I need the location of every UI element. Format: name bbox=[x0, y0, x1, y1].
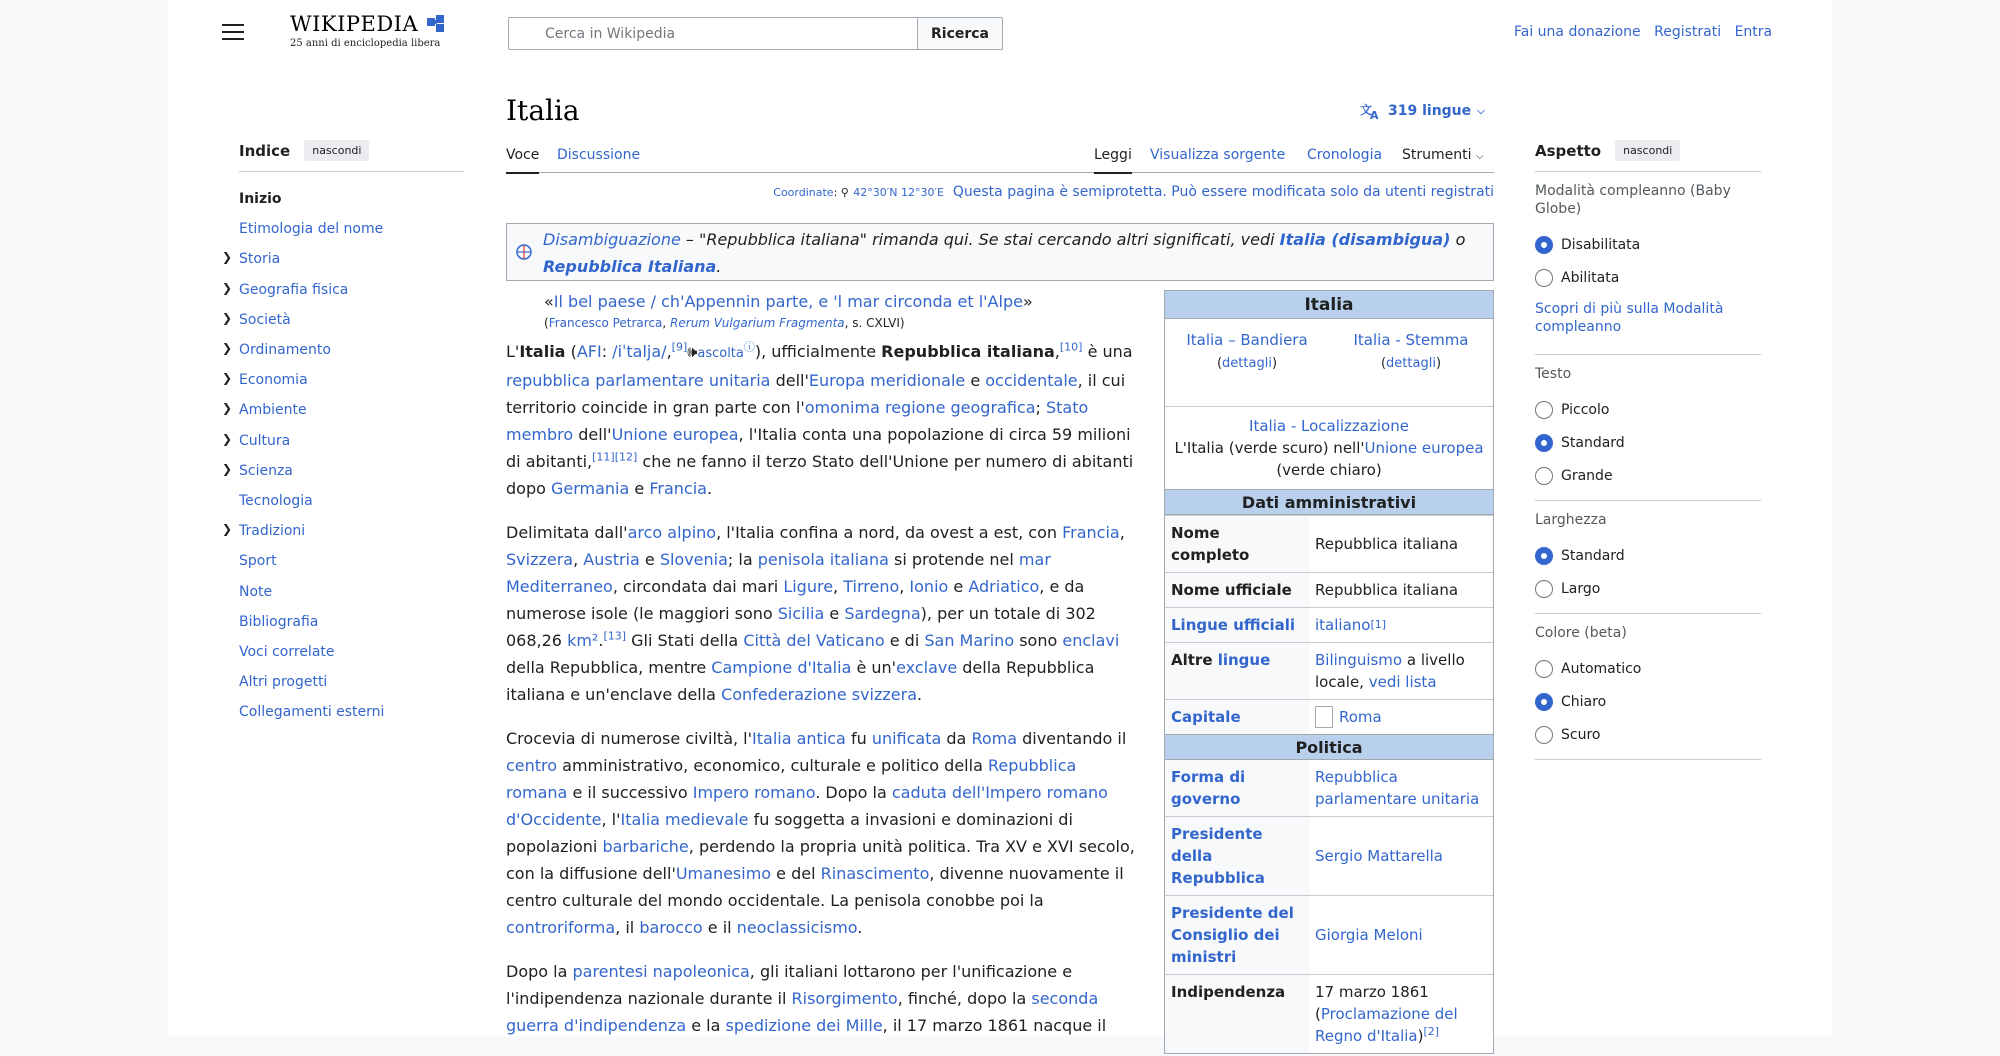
italia-disambigua-link[interactable]: Italia (disambigua) bbox=[1279, 230, 1451, 249]
radio-button[interactable] bbox=[1535, 693, 1553, 711]
image-thumbnail-icon[interactable] bbox=[1315, 706, 1333, 728]
disambiguation-hatnote bbox=[506, 223, 1494, 281]
toc-item-label: Bibliografia bbox=[239, 613, 319, 630]
toc-item[interactable] bbox=[239, 184, 464, 214]
infobox-label-link[interactable]: Presidente del Consiglio dei ministri bbox=[1165, 896, 1309, 974]
tab-visualizza-sorgente[interactable]: Visualizza sorgente bbox=[1150, 147, 1286, 163]
radio-option[interactable] bbox=[1535, 718, 1761, 751]
radio-button[interactable] bbox=[1535, 580, 1553, 598]
search-button[interactable]: Ricerca bbox=[918, 17, 1003, 50]
toc-item-label: Inizio bbox=[239, 191, 282, 208]
tab-discussione[interactable]: Discussione bbox=[557, 147, 641, 163]
toc-item[interactable] bbox=[239, 667, 464, 697]
color-group bbox=[1535, 624, 1761, 760]
article-body bbox=[506, 290, 1140, 1056]
quote-loc: , s. CXLVI) bbox=[844, 316, 905, 330]
roma-link[interactable]: Roma bbox=[1339, 708, 1382, 726]
translate-icon bbox=[1360, 102, 1380, 120]
link[interactable]: repubblica parlamentare unitaria bbox=[506, 371, 771, 390]
coordinates-label[interactable]: Coordinate bbox=[773, 186, 834, 199]
mattarella-link[interactable]: Sergio Mattarella bbox=[1315, 847, 1443, 865]
hatnote-or: o bbox=[1450, 230, 1466, 249]
infobox-title: Italia bbox=[1165, 291, 1493, 319]
logo-tagline: 25 anni di enciclopedia libera bbox=[290, 38, 441, 49]
chevron-right-icon[interactable]: ❯ bbox=[222, 371, 233, 386]
coordinates-bar: Coordinate: ⚲ 42°30′N 12°30′E Questa pagina è semiprotetta. Può essere modificata solo da utenti registrati bbox=[773, 184, 1494, 200]
link[interactable]: Città del Vaticano bbox=[743, 631, 885, 650]
tab-cronologia[interactable]: Cronologia bbox=[1307, 147, 1383, 163]
page-title: Italia bbox=[506, 94, 580, 127]
radio-label: Standard bbox=[1561, 434, 1625, 451]
infobox-row bbox=[1165, 699, 1493, 734]
infobox-value: a livello locale, bbox=[1315, 651, 1465, 691]
chevron-down-icon: ⌵ bbox=[1477, 105, 1485, 117]
toc-item-label: Voci correlate bbox=[239, 643, 335, 660]
radio-option[interactable] bbox=[1535, 393, 1761, 426]
toc-item-label: Tradizioni bbox=[239, 523, 306, 540]
infobox-label-link[interactable]: Lingue ufficiali bbox=[1165, 608, 1309, 642]
infobox-section-admin: Dati amministrativi bbox=[1165, 489, 1493, 515]
vedi-lista-link[interactable]: vedi lista bbox=[1368, 673, 1437, 691]
infobox-label-link[interactable]: Forma di governo bbox=[1165, 760, 1309, 816]
svg-text:文: 文 bbox=[1360, 103, 1373, 117]
link[interactable]: Unione europea bbox=[611, 425, 739, 444]
toc-item[interactable] bbox=[222, 456, 464, 486]
tab-leggi[interactable]: Leggi bbox=[1094, 147, 1132, 174]
quote-link[interactable]: Il bel paese / ch'Appennin parte, e 'l mar circonda et l'Alpe bbox=[553, 292, 1023, 311]
link[interactable]: Austria bbox=[583, 550, 640, 569]
bilinguismo-link[interactable]: Bilinguismo bbox=[1315, 651, 1403, 669]
hatnote-text: – "Repubblica italiana" rimanda qui. Se stai cercando altri significati, vedi bbox=[680, 230, 1280, 249]
toc-hide-button[interactable]: nascondi bbox=[304, 140, 369, 161]
toc-item-label: Economia bbox=[239, 372, 308, 389]
link[interactable]: Ionio bbox=[909, 577, 949, 596]
chevron-right-icon[interactable]: ❯ bbox=[222, 522, 233, 537]
radio-option[interactable] bbox=[1535, 685, 1761, 718]
infobox-row bbox=[1165, 572, 1493, 607]
toc-list bbox=[222, 184, 464, 727]
toc-item-label: Collegamenti esterni bbox=[239, 704, 385, 721]
chevron-right-icon[interactable]: ❯ bbox=[222, 340, 233, 355]
infobox-row: Indipendenza 17 marzo 1861 (Proclamazione del Regno d'Italia)[2] bbox=[1165, 974, 1493, 1053]
link[interactable]: unificata bbox=[871, 729, 942, 748]
toc-item[interactable] bbox=[222, 244, 464, 274]
infobox-label: Nome completo bbox=[1165, 516, 1309, 572]
link[interactable]: enclavi bbox=[1062, 631, 1120, 650]
table-of-contents bbox=[222, 140, 464, 727]
link[interactable]: exclave bbox=[896, 658, 958, 677]
radio-option[interactable] bbox=[1535, 539, 1761, 572]
link[interactable]: Sardegna bbox=[844, 604, 921, 623]
link[interactable]: San Marino bbox=[924, 631, 1015, 650]
register-link[interactable]: Registrati bbox=[1654, 24, 1722, 40]
reference-link[interactable]: [12] bbox=[614, 450, 638, 464]
toc-item-label: Etimologia del nome bbox=[239, 221, 384, 238]
link[interactable]: Svizzera bbox=[506, 550, 574, 569]
birthday-mode-label: Modalità compleanno (Baby Globe) bbox=[1535, 183, 1731, 217]
radio-button[interactable] bbox=[1535, 467, 1553, 485]
puzzle-globe-icon bbox=[425, 12, 447, 34]
toc-item-label: Ambiente bbox=[239, 402, 307, 419]
coordinates-value[interactable]: 42°30′N 12°30′E bbox=[853, 186, 944, 199]
link[interactable]: centro bbox=[506, 756, 558, 775]
link[interactable]: barocco bbox=[639, 918, 703, 937]
toc-item[interactable] bbox=[222, 395, 464, 425]
paragraph: Crocevia di numerose civiltà, l'Italia antica fu unificata da Roma diventando il centro amministrativo, economico, culturale e politico della Repubblica romana e il successivo Impero romano. Dopo la caduta dell'Impero romano d'Occidente, l'Italia medievale fu soggetta a invasioni e dominazioni di popolazioni barbariche, perdendo la propria unità politica. Tra XV e XVI secolo, con la diffusione dell'Umanesimo e del Rinascimento, divenne nuovamente il centro culturale del mondo occidentale. La penisola conobbe poi la controriforma, il barocco e il neoclassicismo. bbox=[506, 729, 1135, 937]
link[interactable]: Roma bbox=[971, 729, 1018, 748]
link[interactable]: penisola italiana bbox=[757, 550, 889, 569]
radio-button[interactable] bbox=[1535, 401, 1553, 419]
chevron-right-icon[interactable]: ❯ bbox=[222, 401, 233, 416]
protection-notice[interactable]: Questa pagina è semiprotetta. Può essere modificata solo da utenti registrati bbox=[952, 184, 1494, 200]
link[interactable]: Francia bbox=[1062, 523, 1120, 542]
donate-link[interactable]: Fai una donazione bbox=[1514, 24, 1641, 40]
color-label: Colore (beta) bbox=[1535, 625, 1627, 641]
radio-button[interactable] bbox=[1535, 547, 1553, 565]
toc-title: Indice bbox=[239, 141, 291, 160]
link[interactable]: Tirreno bbox=[843, 577, 900, 596]
info-icon[interactable]: ⓘ bbox=[743, 340, 755, 354]
toc-item-label: Geografia fisica bbox=[239, 281, 349, 298]
width-group bbox=[1535, 511, 1761, 614]
meloni-link[interactable]: Giorgia Meloni bbox=[1315, 926, 1423, 944]
link[interactable]: neoclassicismo bbox=[736, 918, 858, 937]
disambiguation-link[interactable]: Disambiguazione bbox=[543, 230, 681, 249]
toc-item-label: Storia bbox=[239, 251, 281, 268]
link[interactable]: Risorgimento bbox=[791, 989, 898, 1008]
radio-option[interactable] bbox=[1535, 459, 1761, 492]
link[interactable]: occidentale bbox=[985, 371, 1078, 390]
infobox-media: Italia – Bandiera (dettagli) Italia - Stemma (dettagli) bbox=[1165, 319, 1493, 407]
language-button[interactable] bbox=[1360, 102, 1485, 120]
page-tabs bbox=[506, 137, 1494, 173]
link[interactable]: parentesi napoleonica bbox=[572, 962, 750, 981]
link[interactable]: Francia bbox=[649, 479, 707, 498]
width-label: Larghezza bbox=[1535, 512, 1607, 528]
user-links bbox=[1514, 24, 1781, 40]
paragraph: L'Italia (AFI: /iˈtalja/,[9]🕪ascoltaⓘ), ufficialmente Repubblica italiana,[10] è una repubblica parlamentare unitaria dell'Europa meridionale e occidentale, il cui territorio coincide in gran parte con l'omonima regione geografica; Stato membro dell'Unione europea, l'Italia conta una popolazione di circa 59 milioni di abitanti,[11][12] che ne fanno il terzo Stato dell'Unione per numero di abitanti dopo Germania e Francia. bbox=[506, 340, 1134, 498]
chevron-down-icon: ⌵ bbox=[1475, 151, 1484, 162]
infobox-location bbox=[1165, 407, 1493, 489]
toc-item[interactable] bbox=[222, 305, 464, 335]
link[interactable]: Impero romano bbox=[692, 783, 816, 802]
radio-label: Piccolo bbox=[1561, 401, 1610, 418]
toc-item[interactable] bbox=[239, 214, 464, 244]
forma-governo-link[interactable]: Repubblica parlamentare unitaria bbox=[1315, 768, 1480, 808]
login-link[interactable]: Entra bbox=[1734, 24, 1773, 40]
link[interactable]: Confederazione svizzera bbox=[721, 685, 918, 704]
infobox-value: Repubblica italiana bbox=[1315, 535, 1459, 553]
infobox-row bbox=[1165, 607, 1493, 642]
toc-item[interactable] bbox=[222, 365, 464, 395]
location-caption-end: (verde chiaro) bbox=[1276, 461, 1382, 479]
text-size-group bbox=[1535, 365, 1761, 501]
chevron-right-icon[interactable]: ❯ bbox=[222, 310, 233, 325]
link[interactable]: /iˈtalja/ bbox=[612, 342, 667, 361]
toc-item[interactable] bbox=[222, 426, 464, 456]
infobox-label: Indipendenza bbox=[1165, 975, 1309, 1053]
radio-label: Disabilitata bbox=[1561, 236, 1641, 253]
location-map-link[interactable]: Italia - Localizzazione bbox=[1249, 417, 1409, 435]
infobox-row bbox=[1165, 642, 1493, 699]
epigraph-source: (Francesco Petrarca, Rerum Vulgarium Fragmenta, s. CXLVI) bbox=[544, 316, 905, 330]
link[interactable]: ascolta bbox=[697, 346, 744, 361]
emblem-link[interactable]: Italia - Stemma bbox=[1353, 331, 1469, 349]
language-count: 319 lingue bbox=[1388, 103, 1472, 119]
infobox-section-politics: Politica bbox=[1165, 734, 1493, 760]
infobox-value: Repubblica italiana bbox=[1315, 581, 1459, 599]
radio-option[interactable] bbox=[1535, 572, 1761, 605]
infobox-label: Altre bbox=[1171, 651, 1218, 669]
radio-label: Abilitata bbox=[1561, 269, 1620, 286]
flag-link[interactable]: Italia – Bandiera bbox=[1186, 331, 1308, 349]
radio-label: Largo bbox=[1561, 580, 1601, 597]
link[interactable]: km² bbox=[567, 631, 599, 650]
toc-item-label: Sport bbox=[239, 553, 277, 570]
radio-option[interactable] bbox=[1535, 652, 1761, 685]
radio-label: Automatico bbox=[1561, 660, 1642, 677]
toc-item[interactable] bbox=[222, 275, 464, 305]
toc-item-label: Tecnologia bbox=[239, 492, 313, 509]
chevron-right-icon[interactable]: ❯ bbox=[222, 250, 233, 265]
tab-strumenti[interactable] bbox=[1402, 147, 1484, 172]
toc-item[interactable] bbox=[239, 637, 464, 667]
appearance-panel bbox=[1535, 140, 1761, 770]
toc-item-label: Note bbox=[239, 583, 273, 600]
infobox-row bbox=[1165, 760, 1493, 816]
toc-item-label: Altri progetti bbox=[239, 674, 328, 691]
link[interactable]: Sicilia bbox=[777, 604, 825, 623]
infobox-row bbox=[1165, 515, 1493, 572]
search-bar bbox=[508, 17, 1003, 50]
wikipedia-logo[interactable] bbox=[290, 12, 450, 49]
infobox-row bbox=[1165, 816, 1493, 895]
toc-item-label: Scienza bbox=[239, 462, 293, 479]
radio-option[interactable] bbox=[1535, 261, 1761, 294]
radio-button[interactable] bbox=[1535, 434, 1553, 452]
toc-item[interactable] bbox=[239, 697, 464, 727]
toc-item[interactable] bbox=[239, 546, 464, 576]
repubblica-italiana-link[interactable]: Repubblica Italiana bbox=[543, 257, 717, 276]
radio-button[interactable] bbox=[1535, 726, 1553, 744]
hatnote-end: . bbox=[716, 257, 722, 276]
radio-option[interactable] bbox=[1535, 228, 1761, 261]
toc-item[interactable] bbox=[239, 607, 464, 637]
link[interactable]: Rinascimento bbox=[820, 864, 930, 883]
appearance-title: Aspetto bbox=[1535, 141, 1602, 160]
radio-button[interactable] bbox=[1535, 269, 1553, 287]
svg-text:A: A bbox=[1370, 109, 1379, 120]
search-input[interactable] bbox=[508, 17, 918, 50]
link[interactable]: spedizione dei Mille bbox=[725, 1016, 883, 1035]
link[interactable]: Campione d'Italia bbox=[711, 658, 852, 677]
chevron-right-icon[interactable]: ❯ bbox=[222, 280, 233, 295]
map-pin-icon: ⚲ bbox=[840, 186, 849, 199]
link[interactable]: omonima regione geografica bbox=[804, 398, 1036, 417]
infobox bbox=[1164, 290, 1494, 1054]
link[interactable]: barbariche bbox=[602, 837, 689, 856]
emblem-details-link[interactable]: dettagli bbox=[1386, 356, 1436, 371]
link[interactable]: Italia antica bbox=[752, 729, 846, 748]
link[interactable]: mar Mediterraneo bbox=[506, 550, 1051, 596]
toc-item[interactable] bbox=[239, 576, 464, 606]
proclamazione-link[interactable]: Proclamazione del Regno d'Italia bbox=[1315, 1005, 1458, 1045]
infobox-row bbox=[1165, 895, 1493, 974]
toc-item[interactable] bbox=[239, 486, 464, 516]
radio-label: Scuro bbox=[1561, 726, 1601, 743]
paragraph: Delimitata dall'arco alpino, l'Italia confina a nord, da ovest a est, con Francia, Svizzera, Austria e Slovenia; la penisola italiana si protende nel mar Mediterraneo, circondata dai mari Ligure, Tirreno, Ionio e Adriatico, e da numerose isole (le maggiori sono Sicilia e Sardegna), per un totale di 302 068,26 km².[13] Gli Stati della Città del Vaticano e di San Marino sono enclavi della Repubblica, mentre Campione d'Italia è un'exclave della Repubblica italiana e un'enclave della Confederazione svizzera. bbox=[506, 523, 1125, 704]
disambiguation-icon bbox=[515, 243, 533, 261]
quote-work-link[interactable]: Rerum Vulgarium Fragmenta bbox=[670, 316, 845, 330]
main-menu-icon[interactable] bbox=[222, 24, 244, 42]
reference-link[interactable]: [9] bbox=[671, 340, 688, 354]
link[interactable]: Repubblica romana bbox=[506, 756, 1077, 802]
radio-label: Chiaro bbox=[1561, 693, 1607, 710]
link[interactable]: Slovenia bbox=[659, 550, 728, 569]
text-size-label: Testo bbox=[1535, 366, 1572, 382]
link[interactable]: AFI bbox=[576, 342, 602, 361]
radio-button[interactable] bbox=[1535, 236, 1553, 254]
reference-link[interactable]: [10] bbox=[1059, 340, 1083, 354]
flag-details-link[interactable]: dettagli bbox=[1222, 356, 1272, 371]
link[interactable]: caduta dell'Impero romano d'Occidente bbox=[506, 783, 1108, 829]
toc-item[interactable] bbox=[222, 335, 464, 365]
chevron-right-icon[interactable]: ❯ bbox=[222, 461, 233, 476]
reference-link[interactable]: [2] bbox=[1423, 1025, 1440, 1038]
radio-label: Standard bbox=[1561, 547, 1625, 564]
lingue-link[interactable]: lingue bbox=[1217, 651, 1271, 669]
link[interactable]: controriforma bbox=[506, 918, 616, 937]
link[interactable]: seconda guerra d'indipendenza bbox=[506, 989, 1099, 1035]
link[interactable]: Umanesimo bbox=[675, 864, 772, 883]
link[interactable]: Adriatico bbox=[968, 577, 1040, 596]
reference-link[interactable]: [1] bbox=[1370, 618, 1387, 631]
epigraph-quote: «Il bel paese / ch'Appennin parte, e 'l mar circonda et l'Alpe» bbox=[544, 292, 1033, 311]
unione-europea-link[interactable]: Unione europea bbox=[1364, 439, 1484, 457]
paragraph: Dopo la parentesi napoleonica, gli italiani lottarono per l'unificazione e l'indipendenza nazionale durante il Risorgimento, finché, dopo la seconda guerra d'indipendenza e la spedizione dei Mille, il 17 marzo 1861 nacque il bbox=[506, 962, 1107, 1035]
infobox-label-link[interactable]: Capitale bbox=[1165, 700, 1309, 734]
infobox-label: Nome ufficiale bbox=[1165, 573, 1309, 607]
toc-item[interactable] bbox=[222, 516, 464, 546]
infobox-label-link[interactable]: Presidente della Repubblica bbox=[1165, 817, 1309, 895]
toc-item-label: Ordinamento bbox=[239, 342, 331, 359]
link[interactable]: arco alpino bbox=[627, 523, 717, 542]
reference-link[interactable]: [13] bbox=[603, 629, 627, 643]
logo-wordmark: WIKIPEDIA bbox=[290, 12, 419, 36]
link[interactable]: Stato membro bbox=[506, 398, 1089, 444]
radio-option[interactable] bbox=[1535, 426, 1761, 459]
radio-button[interactable] bbox=[1535, 660, 1553, 678]
tab-strumenti-label: Strumenti bbox=[1402, 147, 1472, 163]
chevron-right-icon[interactable]: ❯ bbox=[222, 431, 233, 446]
link[interactable]: Ligure bbox=[783, 577, 834, 596]
link[interactable]: Italia medievale bbox=[620, 810, 749, 829]
italiano-link[interactable]: italiano bbox=[1315, 616, 1371, 634]
link[interactable]: Germania bbox=[550, 479, 630, 498]
location-caption: L'Italia (verde scuro) nell' bbox=[1174, 439, 1365, 457]
infobox-value: 17 marzo 1861 ( bbox=[1315, 983, 1429, 1023]
speaker-icon[interactable]: 🕪 bbox=[687, 342, 698, 361]
appearance-hide-button[interactable]: nascondi bbox=[1615, 140, 1680, 161]
birthday-mode-group bbox=[1535, 182, 1761, 355]
reference-link[interactable]: [11] bbox=[592, 450, 615, 464]
tab-voce[interactable]: Voce bbox=[506, 147, 539, 174]
quote-author-link[interactable]: Francesco Petrarca bbox=[548, 316, 663, 330]
toc-item-label: Cultura bbox=[239, 432, 291, 449]
link[interactable]: Europa meridionale bbox=[808, 371, 966, 390]
radio-label: Grande bbox=[1561, 467, 1613, 484]
birthday-learn-more-link[interactable]: Scopri di più sulla Modalità compleanno bbox=[1535, 301, 1724, 335]
toc-item-label: Società bbox=[239, 311, 291, 328]
